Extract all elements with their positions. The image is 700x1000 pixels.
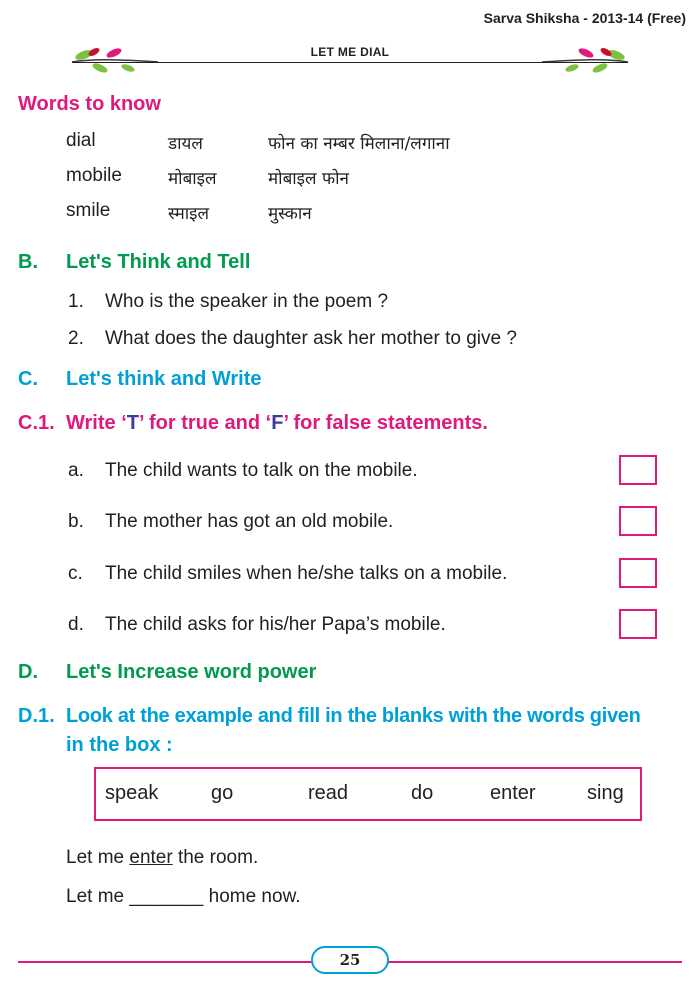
vocab-hindi: डायल (168, 134, 203, 154)
example-prefix: Let me (66, 847, 130, 868)
false-letter: F (271, 412, 284, 434)
word-box-item: go (211, 782, 234, 804)
question-text: What does the daughter ask her mother to give ? (105, 328, 517, 349)
question-number: 1. (68, 291, 84, 312)
c1-title-part: ’ for false statements. (283, 412, 488, 434)
footer-rule-left (18, 961, 312, 963)
statement-text: The child wants to talk on the mobile. (105, 460, 418, 481)
statement-text: The child asks for his/her Papa’s mobile. (105, 614, 446, 635)
true-false-answer-box[interactable] (619, 558, 657, 588)
page-number: 25 (311, 946, 389, 974)
section-d1-title-line2: in the box : (66, 734, 173, 756)
true-letter: T (126, 412, 139, 434)
word-box-item: read (308, 782, 349, 804)
true-false-answer-box[interactable] (619, 609, 657, 639)
statement-letter: b. (68, 511, 84, 532)
footer-rule-right (388, 961, 682, 963)
section-d-label: D. (18, 661, 38, 683)
vocab-meaning: मोबाइल फोन (268, 169, 349, 189)
answer-blank[interactable]: _______ (129, 886, 204, 907)
statement-letter: a. (68, 460, 84, 481)
true-false-answer-box[interactable] (619, 455, 657, 485)
word-box-item: enter (490, 782, 536, 804)
blank-suffix: home now. (203, 886, 301, 907)
vocab-meaning: मुस्कान (268, 204, 312, 224)
section-c1-title (66, 412, 488, 435)
vocab-hindi: स्माइल (168, 204, 210, 224)
word-box-item: do (411, 782, 434, 804)
section-c-label: C. (18, 368, 38, 390)
statement-text: The mother has got an old mobile. (105, 511, 394, 532)
c1-title-part: ’ for true and ‘ (138, 412, 272, 434)
word-box-item: speak (105, 782, 159, 804)
example-suffix: the room. (172, 847, 259, 868)
section-c1-label: C.1. (18, 412, 55, 434)
word-box (94, 767, 642, 821)
section-b-label: B. (18, 251, 38, 273)
statement-letter: c. (68, 563, 83, 584)
question-text: Who is the speaker in the poem ? (105, 291, 389, 312)
vocab-meaning: फोन का नम्बर मिलाना/लगाना (268, 134, 450, 154)
section-d1-title-line1: Look at the example and fill in the blanks with the words given (66, 705, 641, 727)
true-false-answer-box[interactable] (619, 506, 657, 536)
vocab-hindi: मोबाइल (168, 169, 217, 189)
words-to-know-heading: Words to know (18, 93, 161, 115)
c1-title-part: Write ‘ (66, 412, 127, 434)
example-answer: enter (129, 847, 173, 868)
section-b-title: Let's Think and Tell (66, 251, 251, 273)
header-rule (72, 62, 628, 63)
statement-text: The child smiles when he/she talks on a mobile. (105, 563, 508, 584)
example-sentence (66, 847, 258, 869)
chapter-title: LET ME DIAL (310, 45, 390, 59)
section-d1-label: D.1. (18, 705, 55, 727)
vocab-english: smile (66, 200, 111, 221)
header-series-label: Sarva Shiksha - 2013-14 (Free) (483, 10, 686, 26)
section-c-title: Let's think and Write (66, 368, 262, 390)
vocab-english: dial (66, 130, 96, 151)
section-d-title: Let's Increase word power (66, 661, 317, 683)
word-box-item: sing (587, 782, 624, 804)
blank-prefix: Let me (66, 886, 130, 907)
fill-blank-sentence (66, 886, 301, 908)
vocab-english: mobile (66, 165, 122, 186)
question-number: 2. (68, 328, 84, 349)
statement-letter: d. (68, 614, 84, 635)
